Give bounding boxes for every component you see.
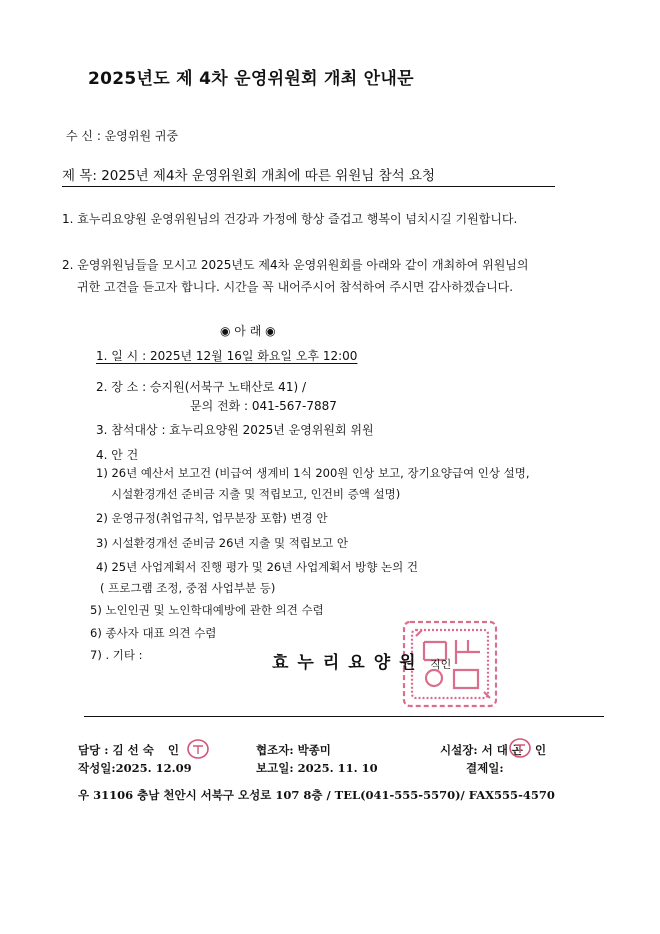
date-value: 2025년 12월 16일 화요일 오후 12:00 (149, 349, 358, 363)
meeting-date (96, 347, 357, 364)
agenda-item: 2) 운영규정(취업규칙, 업무분장 포함) 변경 안 (96, 511, 328, 525)
agenda-item: 7) . 기타 : (90, 648, 143, 662)
director-name: 시설장: 서 대 곤 (440, 743, 523, 757)
agenda-item: 4) 25년 사업계획서 진행 평가 및 26년 사업계획서 방향 논의 건 (96, 560, 419, 574)
agenda-item: ( 프로그램 조정, 중점 사업부분 등) (100, 581, 276, 595)
place-label: 2. 장 소 : (96, 380, 147, 394)
agenda-item: 시설환경개선 준비금 지출 및 적립보고, 인건비 증액 설명) (111, 487, 401, 501)
written-date: 작성일:2025. 12.09 (78, 761, 192, 775)
seal-label: 직인 (430, 658, 452, 671)
cooperator-field: 협조자: 박종미 (256, 743, 331, 757)
director-seal-icon (508, 737, 532, 759)
attendees: 3. 참석대상 : 효누리요양원 2025년 운영위원회 위원 (96, 423, 374, 437)
contact-label: 문의 전화 : (190, 399, 249, 413)
paragraph-invitation-line1: 2. 운영위원님들을 모시고 2025년도 제4차 운영위원회를 아래와 같이 개최하여 위원님의 (62, 258, 529, 272)
agenda-item: 3) 시설환경개선 준비금 26년 지출 및 적립보고 안 (96, 536, 348, 550)
director-seal-text: 인 (534, 743, 547, 757)
address-contact-line: 우 31106 충남 천안시 서북구 오성로 107 8층 / TEL(041-555-5570)/ FAX555-4570 (78, 788, 555, 802)
report-date: 보고일: 2025. 11. 10 (256, 761, 378, 775)
agenda-heading: 4. 안 건 (96, 448, 139, 462)
document-title: 2025년도 제 4차 운영위원회 개최 안내문 (88, 69, 414, 89)
agenda-item: 5) 노인인권 및 노인학대예방에 관한 의견 수렴 (90, 603, 324, 617)
subject-line (62, 164, 435, 184)
organization-name: 효누리요양원 (272, 653, 425, 673)
contact-phone (190, 397, 337, 414)
contact-value: 041-567-7887 (251, 399, 337, 413)
manager-seal-icon (186, 738, 210, 760)
approval-date: 결제일: (466, 761, 504, 775)
paragraph-invitation-line2: 귀한 고견을 듣고자 합니다. 시간을 꼭 내어주시어 참석하여 주시면 감사하겠습니다. (77, 280, 514, 294)
place-value: 승지원(서북구 노태산로 41) / (149, 380, 306, 394)
meeting-place (96, 378, 306, 395)
subject-underline (62, 186, 555, 187)
subject-label: 제 목: (62, 168, 97, 184)
agenda-item: 1) 26년 예산서 보고건 (비급여 생계비 1식 200원 인상 보고, 장기요양급여 인상 설명, (96, 466, 530, 480)
manager-seal-text: 인 (167, 743, 179, 757)
manager-field (78, 742, 179, 758)
footer-divider (84, 716, 604, 717)
notice-heading: ◉ 아 래 ◉ (220, 324, 276, 338)
manager-name: 담당 : 김 선 숙 (78, 743, 154, 757)
date-label: 1. 일 시 : (96, 349, 147, 363)
paragraph-greeting: 1. 효누리요양원 운영위원님의 건강과 가정에 항상 즐겁고 행복이 넘치시길 기원합니다. (62, 212, 518, 226)
agenda-item: 6) 종사자 대표 의견 수렴 (90, 626, 217, 640)
subject-text: 2025년 제4차 운영위원회 개최에 따른 위원님 참석 요청 (101, 168, 436, 184)
recipient-line: 수 신 : 운영위원 귀중 (66, 129, 179, 143)
